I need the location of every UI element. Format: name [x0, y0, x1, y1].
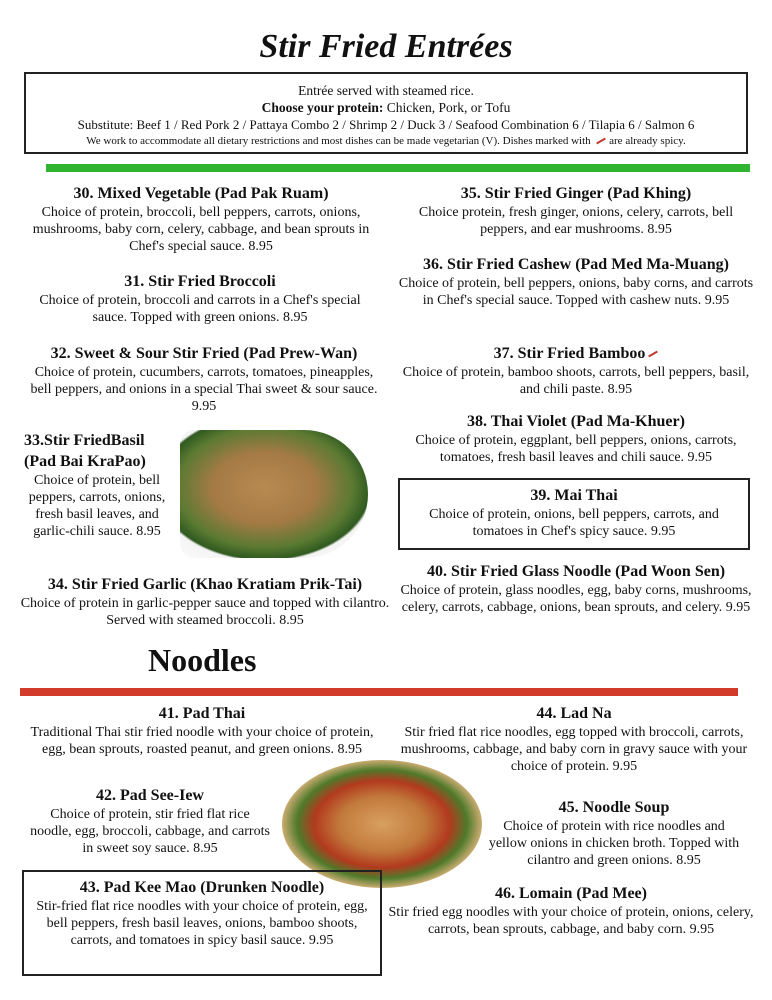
- info-rice-note: Entrée served with steamed rice.: [298, 83, 474, 98]
- menu-item-41: [24, 704, 380, 758]
- noodle-dish-photo: [282, 760, 482, 888]
- info-dietary-before: We work to accommodate all dietary restrictions and most dishes can be made vegetarian (V). Dishes marked with: [86, 135, 591, 147]
- menu-item-31: [30, 272, 370, 326]
- menu-item-38: [396, 412, 756, 466]
- info-dietary-after: are already spicy.: [609, 135, 686, 147]
- menu-item-44: [396, 704, 752, 775]
- item-name: 43. Pad Kee Mao (Drunken Noodle): [79, 879, 325, 896]
- item-desc: Choice of protein, onions, bell peppers, carrots, and tomatoes in Chef's spicy sauce. 9.95: [429, 507, 719, 539]
- menu-item-39: [398, 478, 750, 550]
- item-name: 45. Noodle Soup: [558, 799, 670, 816]
- item-desc: Choice of protein, broccoli, bell peppers, carrots, onions, mushrooms, baby corn, celery, cabbage, and bean sprouts in Chef's special sauce. 8.95: [32, 205, 370, 254]
- menu-item-32: [24, 344, 384, 415]
- info-box: [24, 72, 748, 154]
- item-desc: Stir fried egg noodles with your choice of protein, onions, celery, carrots, bean sprouts, cabbage, and baby corn. 9.95: [388, 905, 754, 937]
- section-title-stir-fried: Stir Fried Entrées: [259, 28, 513, 65]
- menu-item-37: [396, 344, 756, 398]
- item-desc: Choice protein, fresh ginger, onions, celery, carrots, bell peppers, and ear mushrooms. 8.95: [418, 205, 734, 237]
- info-substitute: Substitute: Beef 1 / Red Pork 2 / Pattaya Combo 2 / Shrimp 2 / Duck 3 / Seafood Combination 6 / Tilapia 6 / Salmon 6: [77, 117, 695, 132]
- item-name: 35. Stir Fried Ginger (Pad Khing): [460, 185, 692, 202]
- item-desc: Choice of protein, broccoli and carrots in a Chef's special sauce. Topped with green onions. 8.95: [39, 293, 361, 325]
- menu-item-42: [30, 786, 270, 857]
- item-desc: Choice of protein, cucumbers, carrots, tomatoes, pineapples, bell peppers, and onions in a special Thai sweet & sour sauce. 9.95: [30, 365, 378, 414]
- menu-item-30: [14, 184, 388, 255]
- green-divider: [46, 164, 750, 172]
- item-name: 39. Mai Thai: [530, 487, 618, 504]
- item-desc: Choice of protein, bell peppers, onions, baby corns, and carrots in Chef's special sauce. Topped with cashew nuts. 9.95: [398, 276, 754, 308]
- item-name: 36. Stir Fried Cashew (Pad Med Ma-Muang): [423, 256, 729, 273]
- info-dietary: [26, 133, 746, 150]
- item-desc: Choice of protein, stir fried flat rice noodle, egg, broccoli, cabbage, and carrots in sweet soy sauce. 8.95: [30, 807, 270, 856]
- menu-item-36: [396, 255, 756, 309]
- item-name: 44. Lad Na: [536, 705, 612, 722]
- item-name: 32. Sweet & Sour Stir Fried (Pad Prew-Wan): [50, 345, 358, 362]
- basil-dish-photo: [180, 430, 368, 558]
- info-protein-label: Choose your protein:: [261, 100, 384, 115]
- item-desc: Traditional Thai stir fried noodle with your choice of protein, egg, bean sprouts, roasted peanut, and green onions. 8.95: [30, 725, 374, 757]
- info-protein-options: Chicken, Pork, or Tofu: [383, 100, 511, 115]
- item-desc: Choice of protein, bell peppers, carrots, onions, fresh basil leaves, and garlic-chili sauce. 8.95: [28, 473, 166, 539]
- item-name: 33.Stir FriedBasil (Pad Bai KraPao): [24, 432, 146, 470]
- menu-item-40: [396, 562, 756, 616]
- item-name: [396, 344, 756, 364]
- item-name: 41. Pad Thai: [158, 705, 246, 722]
- item-desc: Choice of protein in garlic-pepper sauce and topped with cilantro. Served with steamed broccoli. 8.95: [20, 596, 390, 628]
- menu-item-33: [24, 430, 170, 540]
- menu-item-35: [396, 184, 756, 238]
- menu-item-46: [388, 884, 754, 938]
- item-name: 40. Stir Fried Glass Noodle (Pad Woon Sen): [426, 563, 726, 580]
- menu-item-43: [22, 870, 382, 976]
- section-title-noodles: Noodles: [148, 642, 257, 678]
- item-desc: Choice of protein, bamboo shoots, carrots, bell peppers, basil, and chili paste. 8.95: [402, 365, 750, 397]
- info-protein: [26, 99, 746, 116]
- item-name: 31. Stir Fried Broccoli: [124, 273, 276, 290]
- item-desc: Stir-fried flat rice noodles with your choice of protein, egg, bell peppers, fresh basil leaves, onions, bamboo shoots, carrots, and tomatoes in spicy basil sauce. 9.95: [36, 899, 368, 948]
- menu-item-45: [484, 798, 744, 869]
- menu-item-34: [20, 575, 390, 629]
- item-desc: Choice of protein, glass noodles, egg, baby corns, mushrooms, celery, carrots, cabbage, onions, bean sprouts, and celery. 9.95: [400, 583, 752, 615]
- item-name: 34. Stir Fried Garlic (Khao Kratiam Prik-Tai): [47, 576, 363, 593]
- item-desc: Choice of protein, eggplant, bell peppers, onions, carrots, tomatoes, fresh basil leaves and chili sauce. 9.95: [415, 433, 737, 465]
- item-desc: Stir fried flat rice noodles, egg topped with broccoli, carrots, mushrooms, cabbage, and baby corn in gravy sauce with your choice of protein. 9.95: [400, 725, 748, 774]
- chili-icon: [649, 351, 659, 358]
- item-name-text: 37. Stir Fried Bamboo: [493, 345, 646, 362]
- red-divider: [20, 688, 738, 696]
- item-name: 38. Thai Violet (Pad Ma-Khuer): [467, 413, 685, 430]
- chili-icon: [597, 138, 607, 145]
- item-name: 30. Mixed Vegetable (Pad Pak Ruam): [73, 185, 329, 202]
- item-name: 42. Pad See-Iew: [96, 787, 204, 804]
- item-desc: Choice of protein with rice noodles and yellow onions in chicken broth. Topped with cilantro and green onions. 8.95: [488, 819, 740, 868]
- item-name: 46. Lomain (Pad Mee): [495, 885, 647, 902]
